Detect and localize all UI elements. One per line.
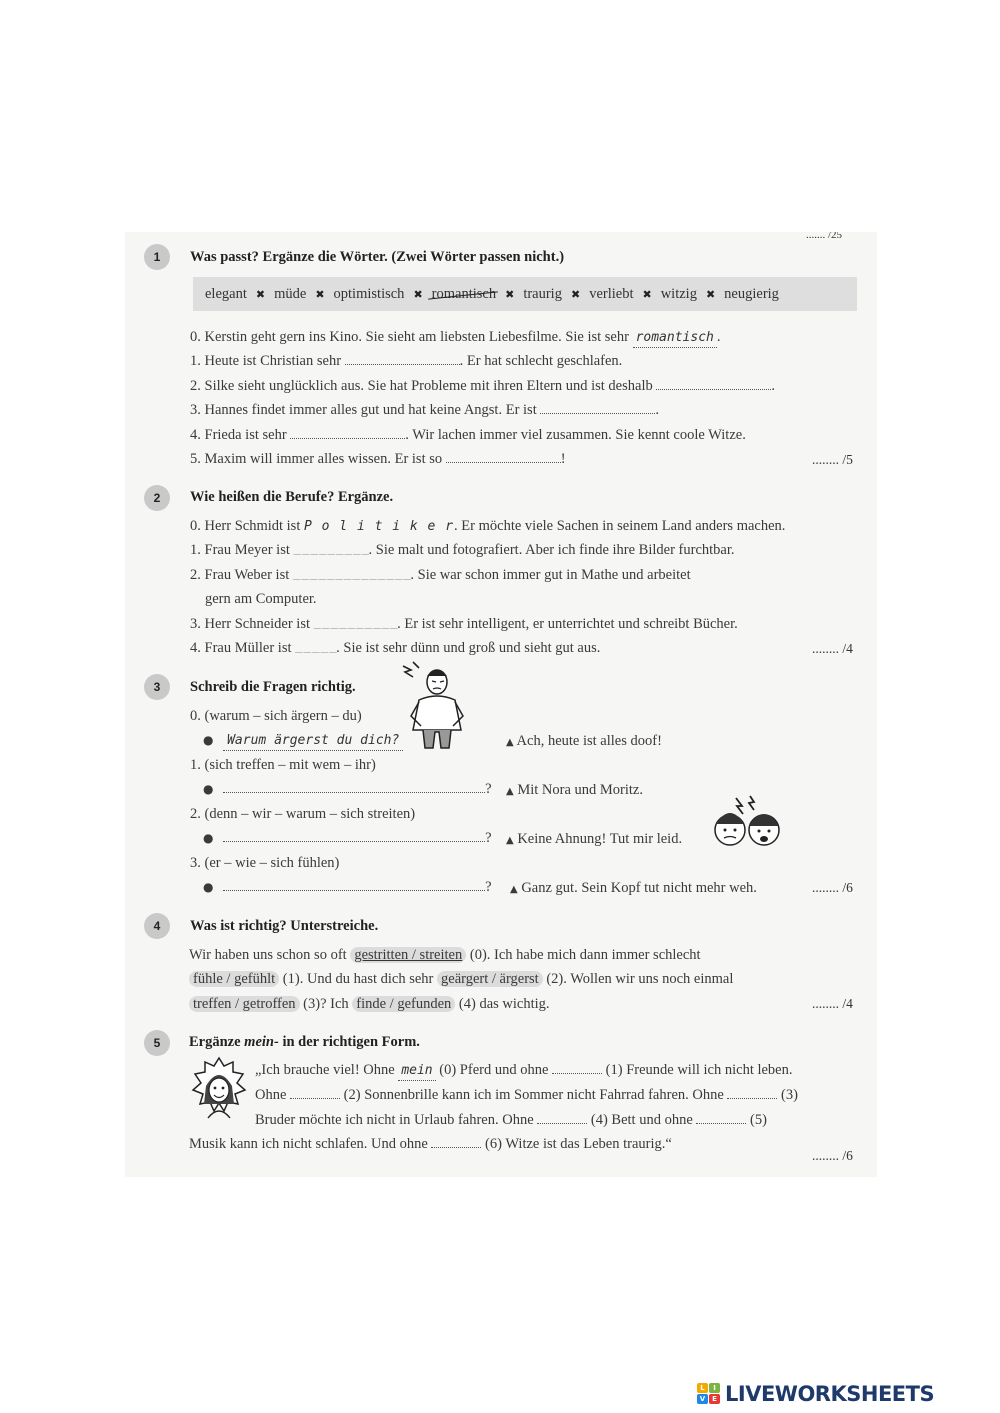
- ex4-score: ........ /4: [812, 996, 853, 1011]
- ex3-reply-0: [506, 732, 662, 752]
- option-0[interactable]: gestritten / streiten: [350, 947, 466, 963]
- text: (6) Witze ist das Leben traurig.“: [485, 1136, 672, 1152]
- sentence-text: 5. Maxim will immer alles wissen. Er ist so: [190, 451, 443, 467]
- ex3-answer-row-2: [203, 829, 492, 847]
- ex5-line-1: [255, 1061, 793, 1081]
- answer-blank[interactable]: [727, 1087, 777, 1099]
- example-answer: romantisch: [633, 329, 717, 348]
- sentence-text: 1. Frau Meyer ist: [190, 542, 290, 558]
- example-answer: mein: [398, 1062, 435, 1081]
- ex2-sentence-2-cont: gern am Computer.: [205, 591, 317, 607]
- text: Ohne: [255, 1087, 287, 1103]
- exercise-1-number: 1: [144, 244, 170, 270]
- separator-icon: ✖: [705, 288, 716, 301]
- exercise-5-number: 5: [144, 1030, 170, 1056]
- ex2-sentence-2: [190, 566, 691, 586]
- answer-blank[interactable]: [656, 378, 771, 390]
- word-verliebt: verliebt: [589, 286, 634, 302]
- ex1-score: ........ /5: [812, 452, 853, 467]
- sentence-end: . Wir lachen immer viel zusammen. Sie kennt coole Witze.: [405, 427, 746, 443]
- sentence-text: 0. Kerstin geht gern ins Kino. Sie sieht am liebsten Liebesfilme. Sie ist sehr: [190, 329, 629, 345]
- sentence-text: 3. Hannes findet immer alles gut und hat keine Angst. Er ist: [190, 402, 537, 418]
- option-4[interactable]: finde / gefunden: [352, 996, 455, 1012]
- answer-blank[interactable]: [431, 1136, 481, 1148]
- logo-letter-v: V: [697, 1394, 708, 1404]
- exercise-1-title: Was passt? Ergänze die Wörter. (Zwei Wörter passen nicht.): [190, 249, 565, 265]
- text: (4) das wichtig.: [458, 996, 550, 1012]
- question-mark: ?: [485, 830, 492, 846]
- answer-blank[interactable]: [223, 781, 485, 793]
- ex2-sentence-0: [190, 517, 785, 536]
- ex3-reply-1: [506, 781, 643, 801]
- letter-blanks[interactable]: __ __ __ __ __ __ __ __ __ __: [313, 621, 398, 630]
- sentence-end: .: [771, 378, 775, 394]
- sentence-end: . Er möchte viele Sachen in seinem Land anders machen.: [454, 518, 786, 534]
- total-score: ....... /25: [806, 232, 843, 241]
- exercise-2-number: 2: [144, 485, 170, 511]
- ex1-sentence-2: [190, 377, 775, 395]
- triangle-icon: ▲: [506, 786, 514, 797]
- ex2-sentence-1: [190, 541, 735, 561]
- text: Musik kann ich nicht schlafen. Und ohne: [189, 1136, 428, 1152]
- sentence-text: 4. Frau Müller ist: [190, 640, 292, 656]
- separator-icon: ✖: [505, 288, 515, 301]
- title-text: Ergänze: [189, 1034, 245, 1050]
- answer-blank[interactable]: [552, 1062, 602, 1074]
- answer-blank[interactable]: [446, 451, 561, 463]
- answer-blank[interactable]: [223, 830, 485, 842]
- text: (1) Freunde will ich nicht leben.: [605, 1062, 793, 1078]
- angry-man-illustration: [397, 660, 475, 750]
- bullet-icon: ●: [203, 733, 214, 747]
- liveworksheets-logo[interactable]: [697, 1382, 934, 1406]
- option-2[interactable]: geärgert / ärgerst: [437, 971, 543, 987]
- ex3-score: ........ /6: [812, 880, 853, 895]
- triangle-icon: ▲: [510, 884, 518, 895]
- ex4-line-2: [189, 970, 733, 988]
- reply-text: Ganz gut. Sein Kopf tut nicht mehr weh.: [521, 880, 757, 896]
- ex3-answer-row-3: [203, 878, 492, 896]
- answer-blank[interactable]: [290, 1087, 340, 1099]
- separator-icon: ✖: [642, 288, 652, 301]
- text: (2). Wollen wir uns noch einmal: [546, 971, 734, 987]
- text: „Ich brauche viel! Ohne: [255, 1062, 395, 1078]
- sentence-text: 1. Heute ist Christian sehr: [190, 353, 342, 369]
- word-neugierig: neugierig: [724, 286, 779, 302]
- letter-blanks[interactable]: __ __ __ __ __ __ __ __ __: [293, 547, 369, 556]
- text: (5): [750, 1112, 767, 1128]
- reply-text: Mit Nora und Moritz.: [517, 782, 643, 798]
- answer-blank[interactable]: [537, 1112, 587, 1124]
- ex3-question-2: 2. (denn – wir – warum – sich streiten): [190, 806, 416, 822]
- answer-blank[interactable]: [540, 402, 655, 414]
- word-romantisch-crossed: romantisch: [431, 286, 497, 302]
- exercise-5-title: [189, 1033, 420, 1051]
- text: (4) Bett und ohne: [590, 1112, 693, 1128]
- text: (3): [781, 1087, 798, 1103]
- word-witzig: witzig: [660, 286, 697, 302]
- ex2-sentence-3: [190, 615, 738, 635]
- question-mark: ?: [485, 781, 492, 797]
- text: (0) Pferd und ohne: [439, 1062, 549, 1078]
- exercise-2-title: Wie heißen die Berufe? Ergänze.: [190, 489, 394, 505]
- ex3-question-3: 3. (er – wie – sich fühlen): [190, 855, 340, 871]
- ex2-score: ........ /4: [812, 641, 853, 656]
- bullet-icon: ●: [203, 831, 214, 845]
- ex1-sentence-4: [190, 426, 746, 444]
- word-elegant: elegant: [205, 286, 247, 302]
- bullet-icon: ●: [203, 880, 214, 894]
- separator-icon: ✖: [315, 288, 325, 301]
- answer-blank[interactable]: [290, 427, 405, 439]
- logo-mark-icon: [697, 1383, 721, 1405]
- option-1[interactable]: fühle / gefühlt: [189, 971, 279, 987]
- word-optimistisch: optimistisch: [333, 286, 405, 302]
- sentence-end: . Er hat schlecht geschlafen.: [459, 353, 623, 369]
- exercise-4-number: 4: [144, 913, 170, 939]
- text: (1). Und du hast dich sehr: [282, 971, 434, 987]
- logo-letter-i: I: [709, 1383, 720, 1393]
- answer-blank[interactable]: [345, 353, 460, 365]
- text: (0). Ich habe mich dann immer schlecht: [469, 947, 701, 963]
- exercise-3-title: Schreib die Fragen richtig.: [190, 679, 356, 695]
- ex3-reply-3: [510, 879, 757, 899]
- ex5-line-2: [255, 1086, 798, 1104]
- triangle-icon: ▲: [506, 835, 514, 846]
- exercise-3-number: 3: [144, 674, 170, 700]
- ex3-question-1: 1. (sich treffen – mit wem – ihr): [190, 757, 376, 773]
- reply-text: Ach, heute ist alles doof!: [516, 733, 662, 749]
- ex1-sentence-3: [190, 401, 659, 419]
- ex3-answer-row-0: [203, 731, 403, 751]
- ex2-sentence-4: [190, 639, 600, 659]
- ex5-line-4: [189, 1135, 672, 1153]
- ex3-answer-row-1: [203, 780, 492, 798]
- text: Wir haben uns schon so oft: [189, 947, 347, 963]
- sentence-text: 0. Herr Schmidt ist: [190, 518, 301, 534]
- ex5-score: ........ /6: [812, 1148, 853, 1163]
- sentence-end: . Sie war schon immer gut in Mathe und arbeitet: [410, 567, 691, 583]
- girl-illustration: [190, 1056, 248, 1122]
- sentence-end: . Sie ist sehr dünn und groß und sieht gut aus.: [336, 640, 601, 656]
- logo-text: LIVEWORKSHEETS: [725, 1382, 935, 1406]
- answer-blank[interactable]: [223, 879, 485, 891]
- word-traurig: traurig: [523, 286, 562, 302]
- text: Bruder möchte ich nicht in Urlaub fahren. Ohne: [255, 1112, 534, 1128]
- sentence-text: 2. Silke sieht unglücklich aus. Sie hat Probleme mit ihren Eltern und ist deshalb: [190, 378, 653, 394]
- ex4-line-1: [189, 946, 701, 964]
- question-mark: ?: [485, 879, 492, 895]
- title-text: in der richtigen Form.: [278, 1034, 420, 1050]
- ex1-sentence-1: [190, 352, 622, 370]
- logo-letter-l: L: [697, 1383, 708, 1393]
- separator-icon: ✖: [413, 288, 423, 301]
- reply-text: Keine Ahnung! Tut mir leid.: [517, 831, 683, 847]
- ex4-line-3: [189, 995, 550, 1013]
- word-muede: müde: [274, 286, 307, 302]
- option-3[interactable]: treffen / getroffen: [189, 996, 300, 1012]
- example-answer: P o l i t i k e r: [303, 519, 455, 534]
- ex1-sentence-5: [190, 450, 566, 468]
- letter-blanks[interactable]: __ __ __ __ __: [295, 645, 337, 654]
- letter-blanks[interactable]: __ __ __ __ __ __ __ __ __ __ __ __ __ __: [292, 572, 411, 581]
- sentence-end: . Er ist sehr intelligent, er unterrichtet und schreibt Bücher.: [397, 616, 738, 632]
- ex5-line-3: [255, 1111, 767, 1129]
- example-answer: Warum ärgerst du dich?: [223, 732, 403, 751]
- title-emphasis: mein-: [244, 1034, 279, 1050]
- triangle-icon: ▲: [506, 737, 514, 748]
- sentence-end: .: [655, 402, 659, 418]
- sentence-text: 4. Frieda ist sehr: [190, 427, 287, 443]
- text: (2) Sonnenbrille kann ich im Sommer nicht Fahrrad fahren. Ohne: [343, 1087, 724, 1103]
- logo-letter-e: E: [709, 1394, 720, 1404]
- sentence-end: .: [716, 329, 721, 345]
- exercise-4-title: Was ist richtig? Unterstreiche.: [190, 918, 379, 934]
- text: (3)? Ich: [303, 996, 349, 1012]
- ex3-question-0: 0. (warum – sich ärgern – du): [190, 708, 362, 724]
- separator-icon: ✖: [255, 288, 266, 301]
- ex3-reply-2: [506, 830, 682, 850]
- bullet-icon: ●: [203, 782, 214, 796]
- sentence-end: . Sie malt und fotografiert. Aber ich finde ihre Bilder furchtbar.: [368, 542, 735, 558]
- sentence-text: 3. Herr Schneider ist: [190, 616, 310, 632]
- sentence-text: 2. Frau Weber ist: [190, 567, 290, 583]
- sentence-end: !: [560, 451, 566, 467]
- answer-blank[interactable]: [696, 1112, 746, 1124]
- separator-icon: ✖: [570, 288, 581, 301]
- ex1-sentence-0: [190, 328, 720, 348]
- arguing-faces-illustration: [710, 794, 786, 856]
- word-bank: [193, 277, 857, 311]
